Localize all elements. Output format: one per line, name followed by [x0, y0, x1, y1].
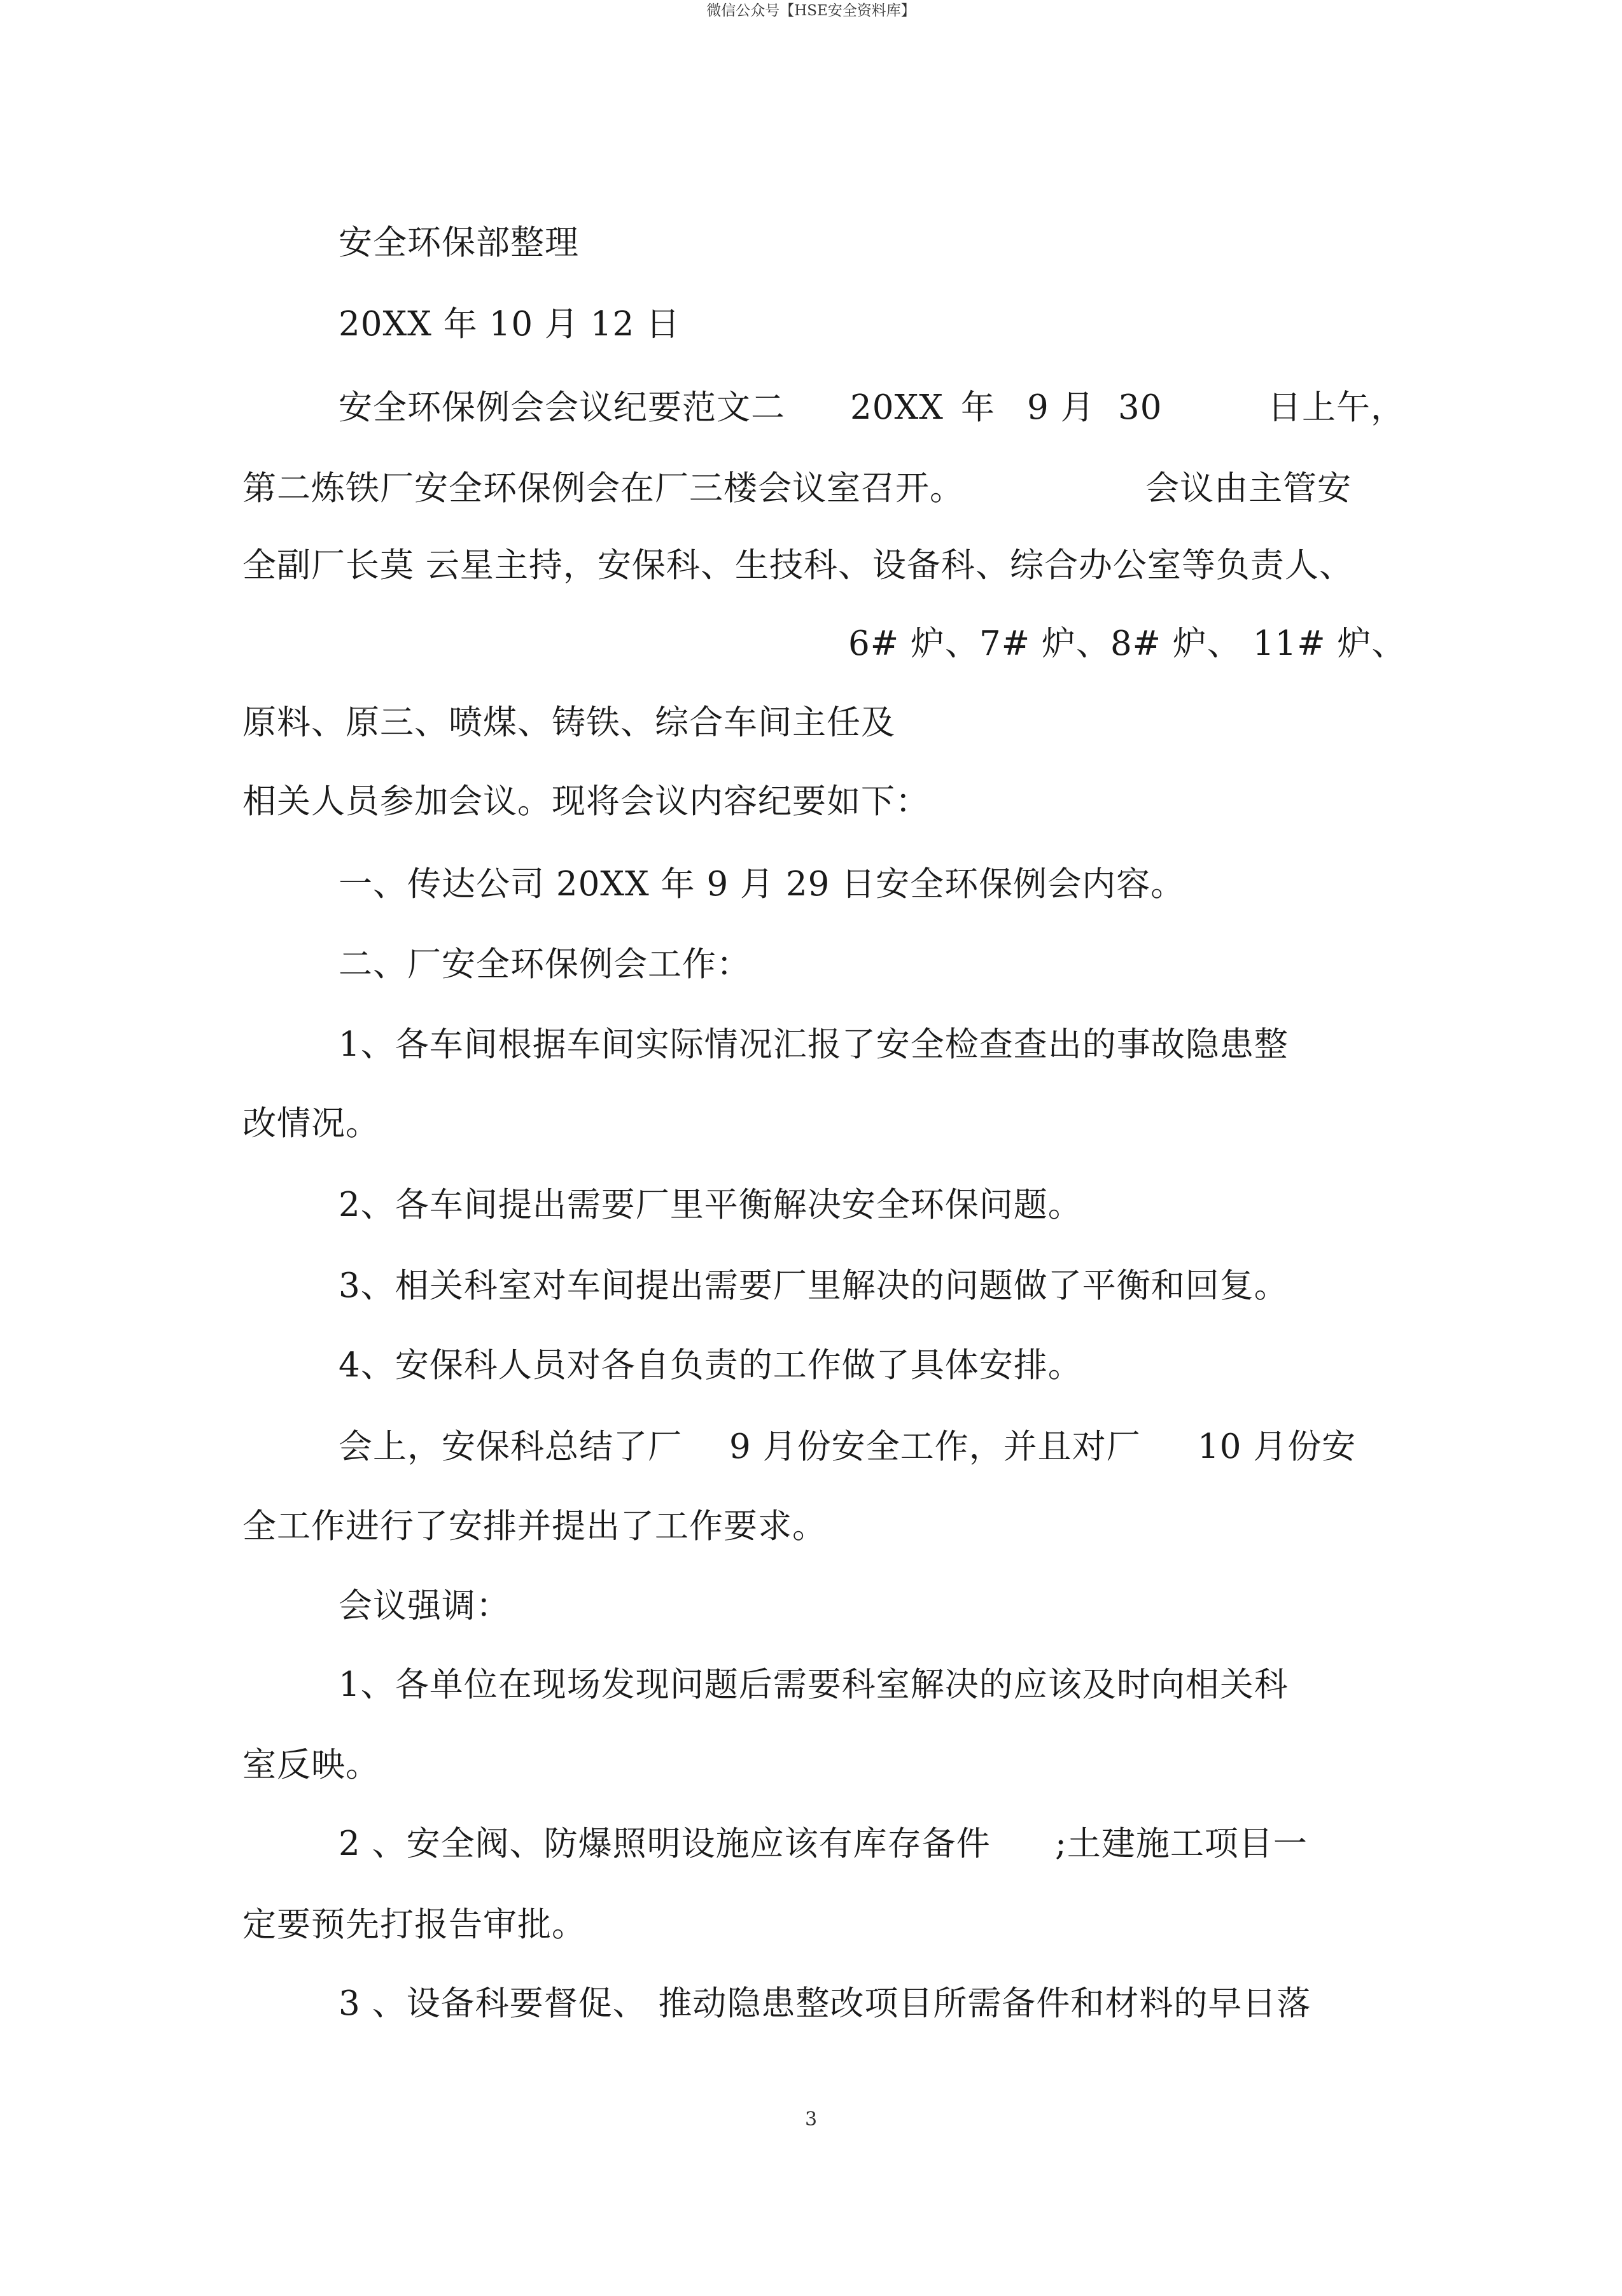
text-segment: 会议强调： [339, 1586, 510, 1625]
text-segment: 4、安保科人员对各自负责的工作做了具体安排。 [339, 1346, 1082, 1385]
text-segment: 第二炼铁厂安全环保例会在厂三楼会议室召开。 [242, 469, 964, 508]
text-segment: 室反映。 [242, 1746, 380, 1784]
text-segment: ;土建施工项目一 [1055, 1824, 1308, 1863]
text-segment: 30 [1118, 388, 1163, 427]
text-segment: 1、各车间根据车间实际情况汇报了安全检查查出的事故隐患整 [339, 1025, 1289, 1064]
text-segment: 全工作进行了安排并提出了工作要求。 [242, 1507, 827, 1546]
text-segment: 2、各车间提出需要厂里平衡解决安全环保问题。 [339, 1186, 1082, 1224]
text-segment: 一、传达公司 20XX 年 9 月 29 日安全环保例会内容。 [339, 865, 1185, 904]
text-segment: 安全环保例会会议纪要范文二 [339, 388, 785, 427]
text-segment: 全副厂长莫 云星主持，安保科、生技科、设备科、综合办公室等负责人、 [242, 546, 1353, 585]
text-segment: 9 月 [1027, 388, 1095, 427]
text-segment: 1、各单位在现场发现问题后需要科室解决的应该及时向相关科 [339, 1665, 1289, 1704]
text-segment: 年 [961, 388, 995, 427]
text-segment: 9 月份安全工作，并且对厂 [729, 1427, 1141, 1466]
text-segment: 20XX 年 10 月 12 日 [339, 305, 681, 344]
text-segment: 日上午， [1268, 388, 1405, 427]
text-segment: 相关人员参加会议。现将会议内容纪要如下： [242, 782, 930, 821]
text-segment: 安全环保部整理 [339, 223, 579, 262]
text-segment: 20XX [850, 388, 944, 427]
page-number: 3 [804, 2108, 818, 2131]
text-segment: 二、厂安全环保例会工作： [339, 945, 751, 984]
text-segment: 会议由主管安 [1145, 469, 1352, 508]
text-segment: 会上，安保科总结了厂 [339, 1427, 682, 1466]
source-watermark: 微信公众号【HSE安全资料库】 [706, 3, 916, 19]
text-segment: 3 、设备科要督促、 推动隐患整改项目所需备件和材料的早日落 [339, 1984, 1311, 2023]
text-segment: 定要预先打报告审批。 [242, 1905, 586, 1944]
text-segment: 2 、安全阀、防爆照明设施应该有库存备件 [339, 1824, 991, 1863]
text-segment: 6# 炉、7# 炉、8# 炉、 11# 炉、 [848, 624, 1406, 663]
text-segment: 10 月份安 [1198, 1427, 1357, 1466]
text-segment: 原料、原三、喷煤、铸铁、综合车间主任及 [242, 703, 895, 742]
text-segment: 3、相关科室对车间提出需要厂里解决的问题做了平衡和回复。 [339, 1266, 1289, 1305]
text-segment: 改情况。 [242, 1104, 380, 1143]
